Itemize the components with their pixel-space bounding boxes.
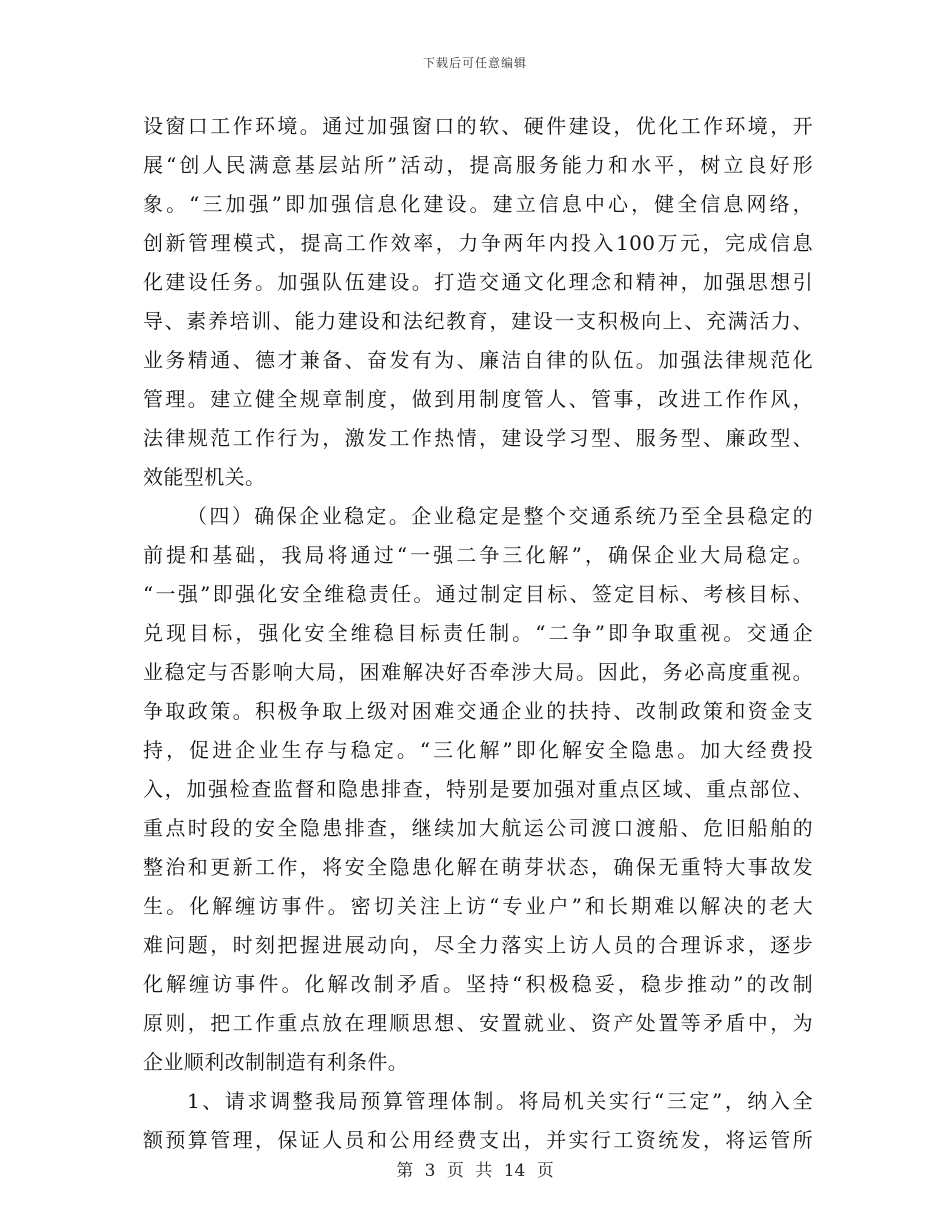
document-body [143,112,813,1165]
paragraph-start-line: （四）确保企业稳定。企业稳定是整个交通系统乃至全县稳定的 [187,504,813,528]
text-line: 化建设任务。加强队伍建设。打造交通文化理念和精神，加强思想引 [143,270,813,294]
text-line: 前提和基础，我局将通过“一强二争三化解”，确保企业大局稳定。 [143,543,813,567]
text-line: 展“创人民满意基层站所”活动，提高服务能力和水平，树立良好形 [143,153,813,177]
paragraph-start-line: 1、请求调整我局预算管理体制。将局机关实行“三定”，纳入全 [187,1089,813,1113]
page-header: 下载后可任意编辑 [422,56,527,70]
text-line: 法律规范工作行为，激发工作热情，建设学习型、服务型、廉政型、 [143,426,813,450]
text-line: 入，加强检查监督和隐患排查，特别是要加强对重点区域、重点部位、 [143,777,813,801]
text-line: 业稳定与否影响大局，困难解决好否牵涉大局。因此，务必高度重视。 [143,660,813,684]
text-line: 创新管理模式，提高工作效率，力争两年内投入100万元，完成信息 [143,231,813,255]
text-line: 业务精通、德才兼备、奋发有为、廉洁自律的队伍。加强法律规范化 [143,348,813,372]
text-line: 导、素养培训、能力建设和法纪教育，建设一支积极向上、充满活力、 [143,309,813,333]
text-line: 整治和更新工作，将安全隐患化解在萌芽状态，确保无重特大事故发 [143,855,813,879]
text-line: 效能型机关。 [143,465,266,489]
text-line: 企业顺利改制制造有利条件。 [143,1050,409,1074]
text-line: 难问题，时刻把握进展动向，尽全力落实上访人员的合理诉求，逐步 [143,933,813,957]
page-number-footer: 第 3 页 共 14 页 [396,1161,554,1181]
text-line: 设窗口工作环境。通过加强窗口的软、硬件建设，优化工作环境，开 [143,114,813,138]
text-line: 额预算管理，保证人员和公用经费支出，并实行工资统发，将运管所 [143,1128,813,1152]
text-line: 持，促进企业生存与稳定。“三化解”即化解安全隐患。加大经费投 [143,738,813,762]
text-line: 化解缠访事件。化解改制矛盾。坚持“积极稳妥，稳步推动”的改制 [143,972,813,996]
text-line: 重点时段的安全隐患排查，继续加大航运公司渡口渡船、危旧船舶的 [143,816,813,840]
text-line: “一强”即强化安全维稳责任。通过制定目标、签定目标、考核目标、 [143,582,813,606]
text-line: 兑现目标，强化安全维稳目标责任制。“二争”即争取重视。交通企 [143,621,813,645]
text-line: 生。化解缠访事件。密切关注上访“专业户”和长期难以解决的老大 [143,894,813,918]
text-line: 争取政策。积极争取上级对困难交通企业的扶持、改制政策和资金支 [143,699,813,723]
text-line: 管理。建立健全规章制度，做到用制度管人、管事，改进工作作风， [143,387,813,411]
text-line: 原则，把工作重点放在理顺思想、安置就业、资产处置等矛盾中，为 [143,1011,813,1035]
text-line: 象。“三加强”即加强信息化建设。建立信息中心，健全信息网络， [143,192,813,216]
